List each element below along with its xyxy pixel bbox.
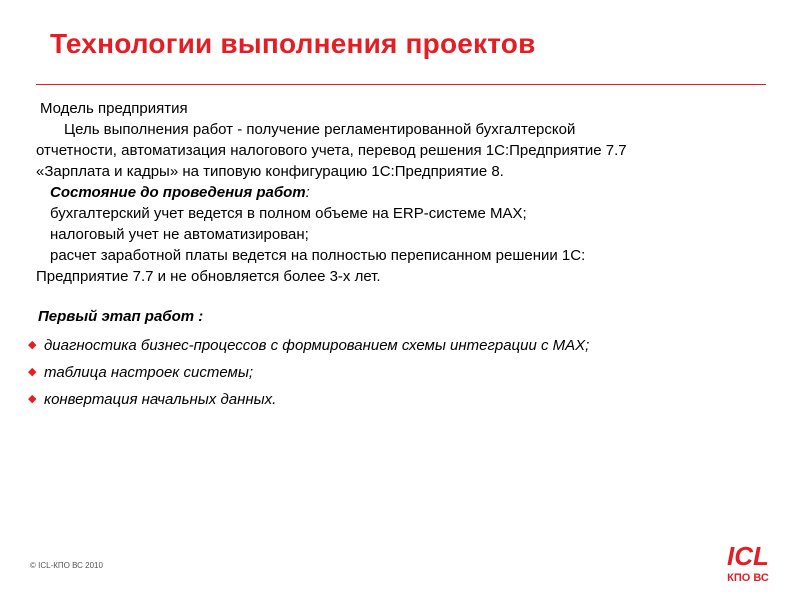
state-heading: Состояние до проведения работ	[50, 184, 306, 201]
state-heading-line	[36, 182, 756, 203]
state-line-3a: расчет заработной платы ведется на полностью переписанном решении 1С:	[50, 247, 586, 264]
title-divider	[36, 84, 766, 85]
bullet-item	[26, 335, 756, 356]
state-line-1: бухгалтерский учет ведется в полном объеме на ERP-системе МАХ;	[50, 205, 527, 222]
bullet-text: конвертация начальных данных.	[44, 391, 277, 408]
phase-bullet-list	[28, 335, 756, 410]
logo-bottom-text: КПО ВС	[727, 572, 769, 584]
state-line-2: налоговый учет не автоматизирован;	[50, 226, 309, 243]
goal-line-3: «Зарплата и кадры» на типовую конфигурацию 1С:Предприятие 8.	[36, 163, 504, 180]
state-heading-colon: :	[305, 184, 310, 201]
logo-top-text: ICL	[727, 541, 769, 571]
goal-line-2: отчетности, автоматизация налогового учета, перевод решения 1С:Предприятие 7.7	[36, 142, 627, 159]
phase-heading: Первый этап работ :	[38, 308, 204, 325]
state-line-3b: Предприятие 7.7 и не обновляется более 3-х лет.	[36, 268, 381, 285]
bullet-icon: ◆	[28, 393, 37, 405]
bullet-text: диагностика бизнес-процессов с формированием схемы интеграции с МАХ;	[44, 337, 590, 354]
content-body	[28, 98, 756, 416]
model-label: Модель предприятия	[40, 100, 188, 117]
icl-logo	[722, 535, 774, 585]
bullet-item	[26, 362, 756, 383]
goal-line-1: Цель выполнения работ - получение регламентированной бухгалтерской	[64, 121, 576, 138]
page-title: Технологии выполнения проектов	[50, 28, 536, 59]
bullet-icon: ◆	[28, 366, 37, 378]
copyright-footer: © ICL-КПО ВС 2010	[30, 561, 103, 570]
bullet-icon: ◆	[28, 339, 37, 351]
bullet-item	[26, 389, 756, 410]
bullet-text: таблица настроек системы;	[44, 364, 254, 381]
